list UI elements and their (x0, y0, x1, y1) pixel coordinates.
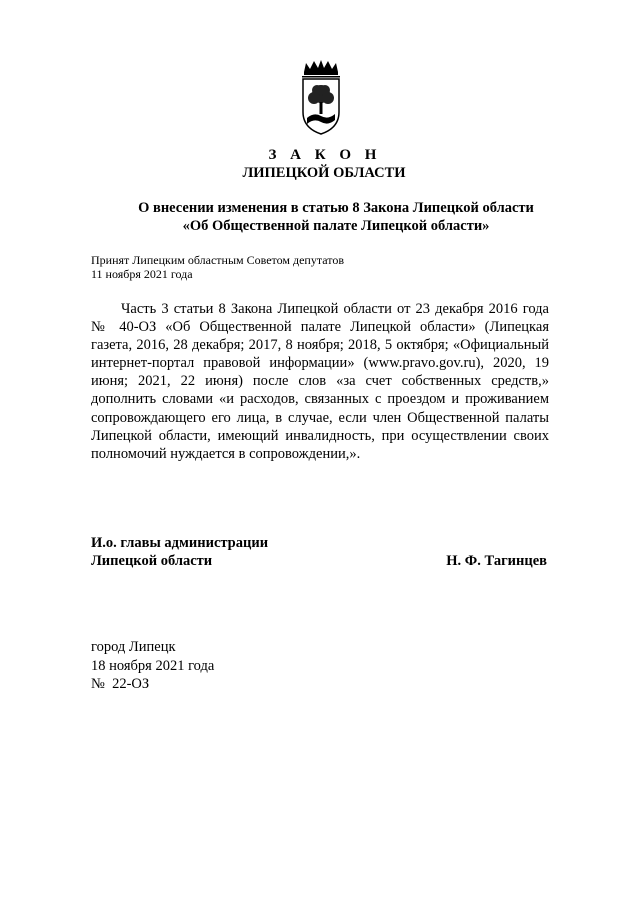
law-subject (0, 199, 640, 235)
lipetsk-coat-of-arms-icon (298, 60, 344, 136)
adoption-body: Принят Липецким областным Советом депутатов (91, 253, 345, 267)
law-title: З А К О Н (268, 147, 382, 163)
signatory-name: Н. Ф. Тагинцев (446, 553, 547, 569)
adoption-note (91, 253, 344, 281)
signatory-position-line-2: Липецкой области (91, 553, 213, 569)
region-title: ЛИПЕЦКОЙ ОБЛАСТИ (242, 165, 406, 181)
law-number: № 22-ОЗ (91, 676, 150, 692)
adoption-date: 11 ноября 2021 года (91, 267, 193, 281)
subject-line-1: О внесении изменения в статью 8 Закона Липецкой области (138, 200, 534, 216)
footer-date: 18 ноября 2021 года (91, 657, 215, 674)
footer-city: город Липецк (91, 639, 176, 655)
footer-block (91, 638, 214, 694)
subject-line-2: «Об Общественной палате Липецкой области» (182, 218, 490, 234)
signatory-position-line-1: И.о. главы администрации (91, 535, 269, 551)
signature-block (91, 534, 547, 570)
law-body-paragraph: Часть 3 статьи 8 Закона Липецкой области от 23 декабря 2016 года № 40-ОЗ «Об Общественной палате Липецкой области» (Липецкая газета, 2016, 28 декабря; 2017, 8 ноября; 2018, 5 октября; «Официальный интернет-портал правовой информации» (www.pravo.gov.ru), 2020, 19 июня; 2021, 22 июня) после слов «за счет собственных средств,» дополнить словами «и расходов, связанных с проездом и проживанием сопровождающего его лица, в случае, если член Общественной палаты Липецкой области, имеющий инвалидность, при осуществлении своих полномочий нуждается в сопровождении,». (91, 301, 549, 462)
